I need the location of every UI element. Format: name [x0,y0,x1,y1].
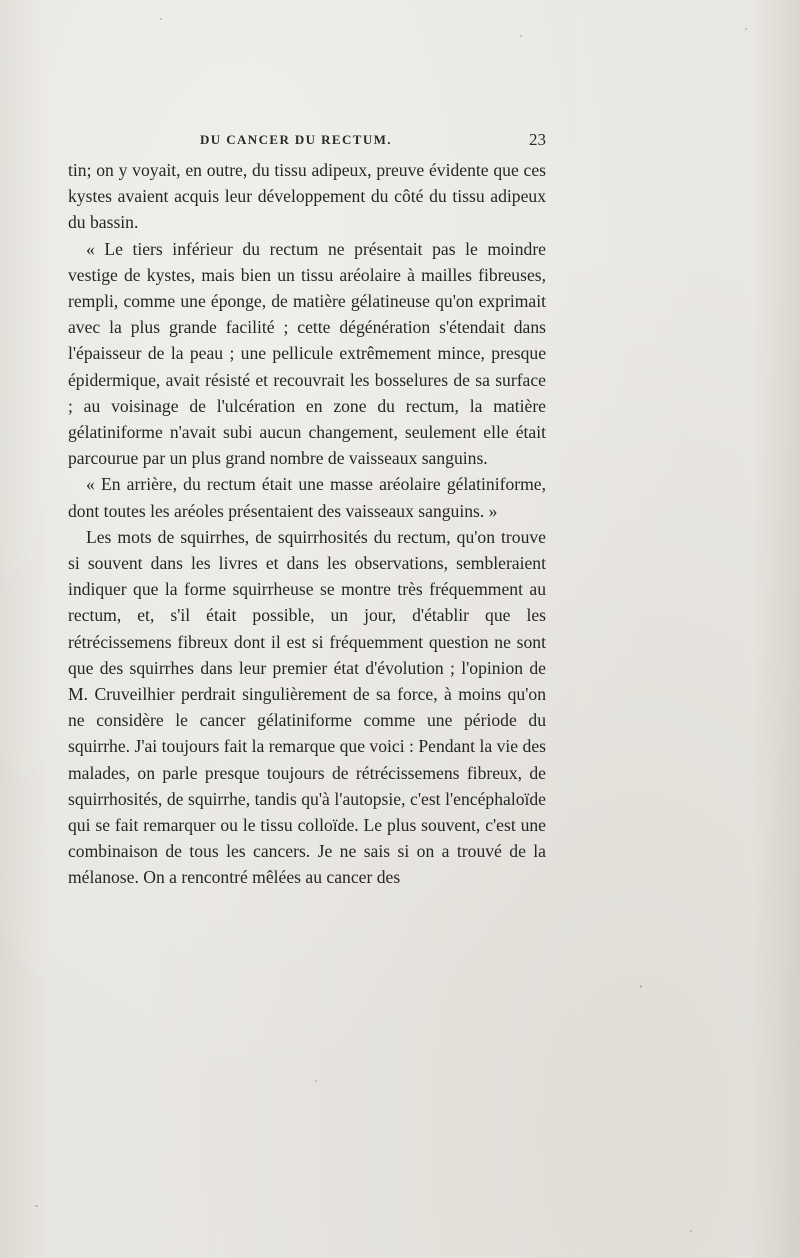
paragraph-quote-tiers-inferieur: « Le tiers inférieur du rectum ne présentait pas le moindre vestige de kystes, mais bien un tissu aréolaire à mailles fibreuses, rempli, comme une éponge, de matière gélatineuse qu'on exprimait avec la plus grande facilité ; cette dégénération s'étendait dans l'épaisseur de la peau ; une pellicule extrêmement mince, presque épidermique, avait résisté et recouvrait les bosselures de sa surface ; au voisinage de l'ulcération en zone du rectum, la matière gélatiniforme n'avait subi aucun changement, seulement elle était parcourue par un plus grand nombre de vaisseaux sanguins. [68,238,546,469]
page-header [68,132,546,154]
paper-speck [35,1205,38,1207]
paper-speck [640,985,642,988]
paper-speck [745,28,747,30]
paper-speck [690,1230,692,1232]
page-number: 23 [529,130,546,149]
paragraph-quote-en-arriere: « En arrière, du rectum était une masse aréolaire gélatiniforme, dont toutes les aréoles présentaient des vaisseaux sanguins. » [68,474,546,521]
body-text [68,157,546,891]
running-title: DU CANCER DU RECTUM. [200,132,392,147]
paragraph-les-mots-de-squirrhes: Les mots de squirrhes, de squirrhosités du rectum, qu'on trouve si souvent dans les livres et dans les observations, sembleraient indiquer que la forme squirrheuse se montre très fréquemment au rectum, et, s'il était possible, un jour, d'établir que les rétrécissemens fibreux dont il est si fréquemment question ne sont que des squirrhes dans leur premier état d'évolution ; l'opinion de M. Cruveilhier perdrait singulièrement de sa force, à moins qu'on ne considère le cancer gélatiniforme comme une période du squirrhe. J'ai toujours fait la remarque que voici : Pendant la vie des malades, on parle presque toujours de rétrécissemens fibreux, de squirrhosités, de squirrhe, tandis qu'à l'autopsie, c'est l'encéphaloïde qui se fait remarquer ou le tissu colloïde. Le plus souvent, c'est une combinaison de tous les cancers. Je ne sais si on a trouvé de la mélanose. On a rencontré mêlées au cancer des [68,526,546,888]
paragraph-continuation: tin; on y voyait, en outre, du tissu adipeux, preuve évidente que ces kystes avaient acquis leur développement du côté du tissu adipeux du bassin. [68,160,546,233]
paper-speck [160,18,162,20]
paper-speck [315,1080,317,1082]
paper-speck [520,35,522,37]
